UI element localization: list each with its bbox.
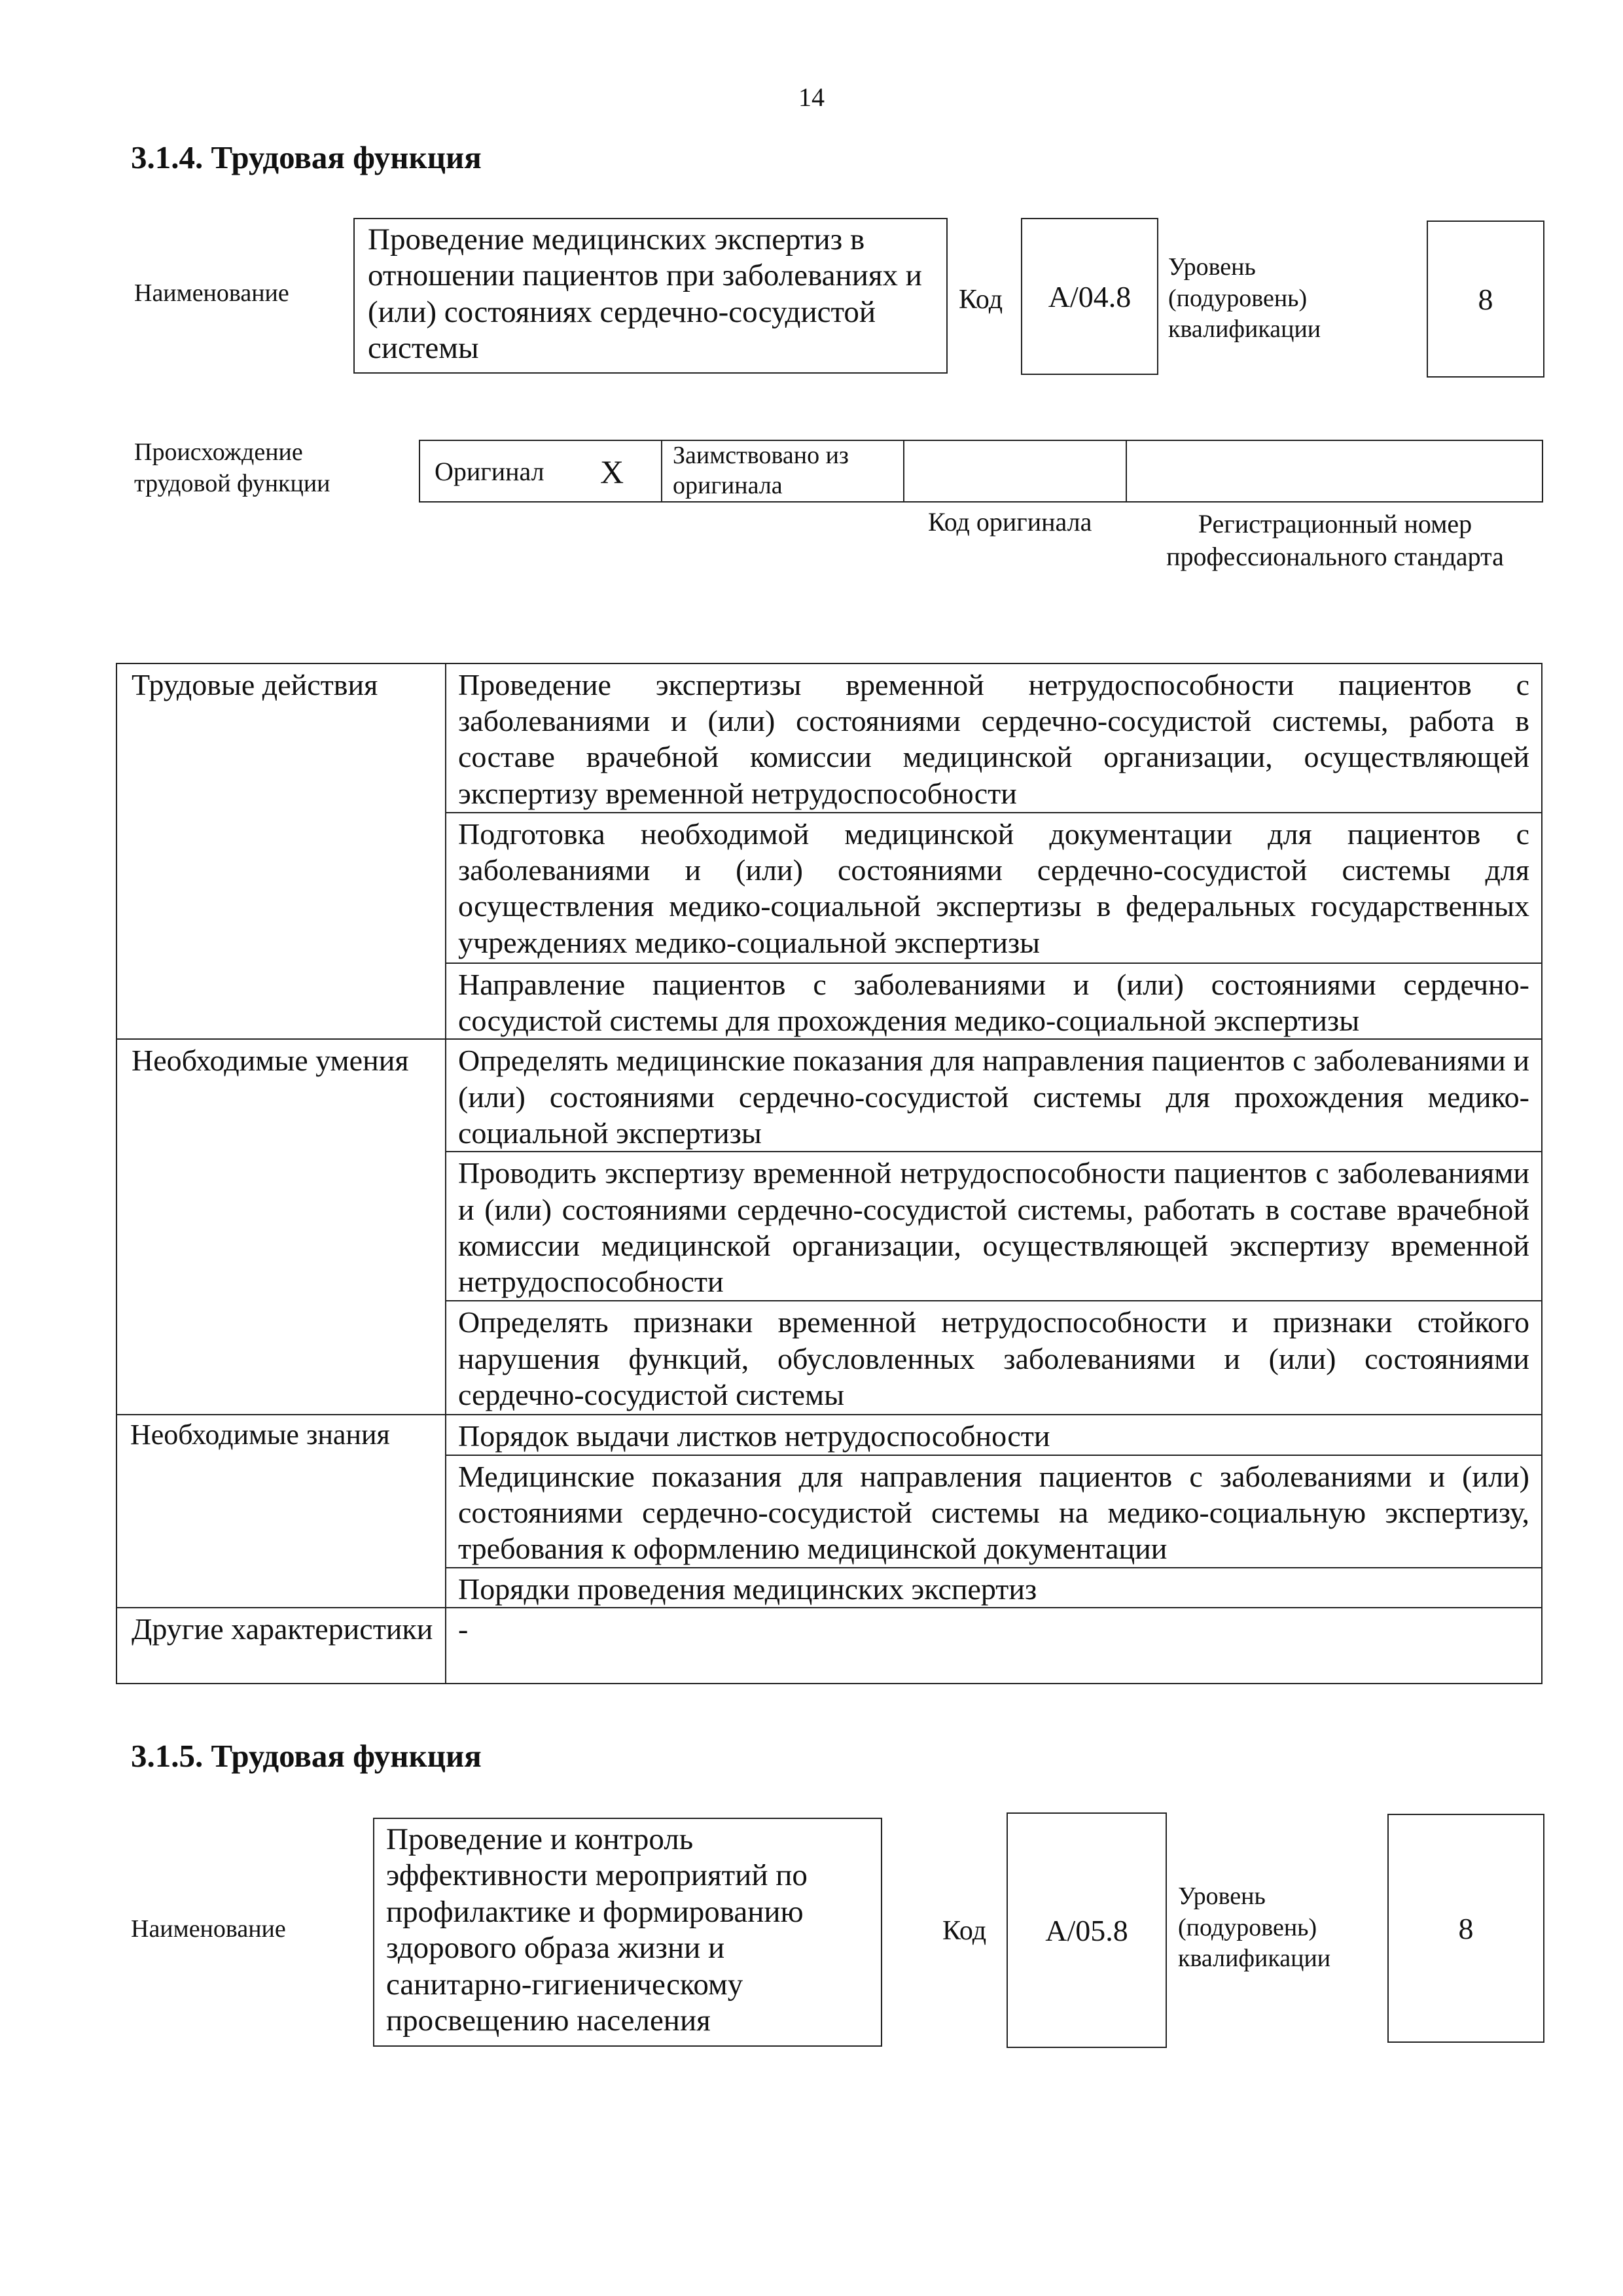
knowledge-2: Медицинские показания для направления пациентов с заболеваниями и (или) состояниями сердечно-сосудистой системы на медико-социальную экспертизу, требования к оформлению медицинской документации <box>446 1455 1542 1568</box>
function-name-box-2 <box>373 1818 882 2047</box>
origin-label: Происхождение трудовой функции <box>134 438 330 497</box>
code-original-caption: Код оригинала <box>928 507 1092 537</box>
skills-label: Необходимые умения <box>116 1039 446 1415</box>
code-label-2: Код <box>942 1916 987 1946</box>
code-value: A/04.8 <box>1048 279 1132 313</box>
function-table <box>116 663 1543 1684</box>
code-box <box>1021 218 1158 375</box>
knowledge-1: Порядок выдачи листков нетрудоспособности <box>446 1415 1542 1455</box>
table-row <box>116 1039 1542 1152</box>
skill-3: Определять признаки временной нетрудоспособности и признаки стойкого нарушения функций, обусловленных заболеваниями и (или) состояниями сердечно-сосудистой системы <box>446 1301 1542 1415</box>
function-name-value-2: Проведение и контроль эффективности мероприятий по профилактике и формированию здорового образа жизни и санитарно-гигиеническому просвещению населения <box>386 1822 808 2038</box>
reg-number-caption: Регистрационный номер профессионального стандарта <box>1166 509 1504 571</box>
code-label: Код <box>959 285 1003 315</box>
section-heading-314: 3.1.4. Трудовая функция <box>131 139 482 175</box>
function-name-box <box>353 218 948 374</box>
origin-borrowed-cell <box>662 441 904 501</box>
level-value: 8 <box>1478 282 1493 316</box>
table-row <box>116 663 1542 813</box>
name-label: Наименование <box>134 279 289 307</box>
name-label-2: Наименование <box>131 1915 286 1943</box>
level-box-2 <box>1387 1814 1544 2043</box>
level-value-2: 8 <box>1458 1911 1474 1945</box>
level-label-2: Уровень (подуровень) квалификации <box>1178 1882 1331 1972</box>
labor-action-3: Направление пациентов с заболеваниями и (или) состояниями сердечно-сосудистой системы для прохождения медико-социальной экспертизы <box>446 963 1542 1039</box>
other-value: - <box>446 1608 1542 1684</box>
origin-original-cell <box>420 441 662 501</box>
knowledge-label: Необходимые знания <box>116 1415 446 1607</box>
code-box-2 <box>1007 1812 1167 2048</box>
original-mark: X <box>600 453 624 490</box>
skill-1: Определять медицинские показания для направления пациентов с заболеваниями и (или) состояниями сердечно-сосудистой системы для прохождения медико-социальной экспертизы <box>446 1039 1542 1152</box>
other-label: Другие характеристики <box>116 1608 446 1684</box>
section-heading-315: 3.1.5. Трудовая функция <box>131 1738 482 1774</box>
labor-action-2: Подготовка необходимой медицинской документации для пациентов с заболеваниями и (или) состояниями сердечно-сосудистой системы для осуществления медико-социальной экспертизы в федеральных государственных учреждениях медико-социальной экспертизы <box>446 813 1542 963</box>
original-label: Оригинал <box>435 457 544 486</box>
labor-actions-label: Трудовые действия <box>116 663 446 1039</box>
borrowed-label: Заимствовано из оригинала <box>673 442 849 499</box>
origin-row <box>419 440 1543 503</box>
function-name-value: Проведение медицинских экспертиз в отношении пациентов при заболеваниях и (или) состояниях сердечно-сосудистой системы <box>368 222 922 366</box>
skill-2: Проводить экспертизу временной нетрудоспособности пациентов с заболеваниями и (или) состояниями сердечно-сосудистой системы, работать в составе врачебной комиссии медицинской организации, осуществляющей экспертизу временной нетрудоспособности <box>446 1152 1542 1301</box>
origin-reg-cell <box>1127 441 1542 501</box>
knowledge-3: Порядки проведения медицинских экспертиз <box>446 1568 1542 1608</box>
labor-action-1: Проведение экспертизы временной нетрудоспособности пациентов с заболеваниями и (или) состояниями сердечно-сосудистой системы, работа в составе врачебной комиссии медицинской организации, осуществляющей экспертизу временной нетрудоспособности <box>446 663 1542 813</box>
level-box <box>1427 221 1544 378</box>
origin-code-cell <box>904 441 1127 501</box>
page-number: 14 <box>798 82 825 112</box>
table-row <box>116 1608 1542 1684</box>
table-row <box>116 1415 1542 1455</box>
level-label: Уровень (подуровень) квалификации <box>1168 253 1321 343</box>
code-value-2: A/05.8 <box>1045 1913 1128 1947</box>
